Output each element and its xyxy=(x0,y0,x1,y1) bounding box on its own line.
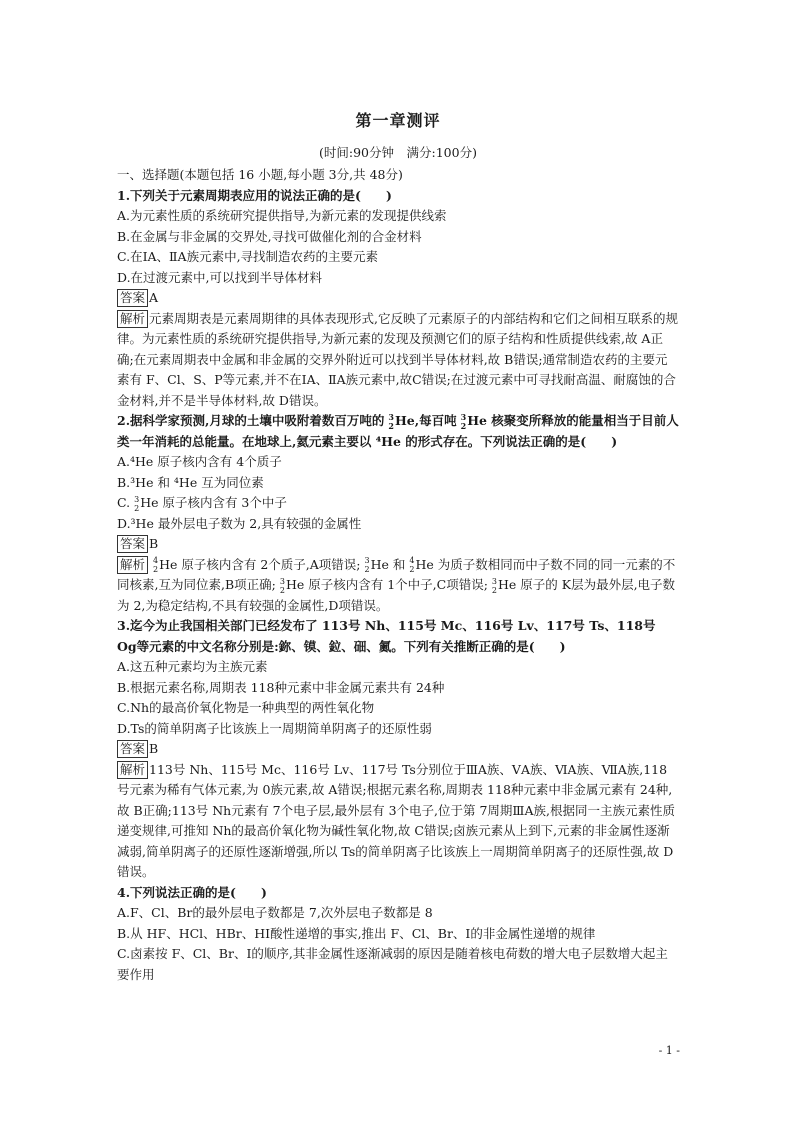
analysis-line: 解析 4 2 He 原子核内含有 2个质子,A项错误; 3 2 He 和 4 2 He 为质子数相同而中子数不同的同一元素的不同核素,互为同位素,B项正确; 3 2 He 原子核内含有 1个中子,C项错误; 3 2 He 原子的 K层为最外层,电子数为 2,为稳定结构,不具有较强的金属性,D项错误。 xyxy=(117,556,676,613)
answer-value: B xyxy=(149,536,159,551)
answer-value: A xyxy=(149,290,159,305)
option-b: B.根据元素名称,周期表 118种元素中非金属元素共有 24种 xyxy=(117,679,445,695)
question-stem: 3.迄今为止我国相关部门已经发布了 113号 Nh、115号 Mc、116号 Lv、117号 Ts、118号 Og等元素的中文名称分别是:鉨、镆、鉝、鿬、鿫。下列有关推断正确的是( ) xyxy=(117,618,656,654)
question-stem: 2.据科学家预测,月球的土壤中吸附着数百万吨的 3 2 He,每百吨 3 2 He 核聚变所释放的能量相当于目前人类一年消耗的总能量。在地球上,氦元素主要以 ⁴He 的形式存在。下列说法正确的是( ) xyxy=(117,411,679,449)
isotope-notation: 3 2 xyxy=(279,576,285,595)
page-title: 第一章测评 xyxy=(355,111,441,130)
option-d: D.³He 最外层电子数为 2,具有较强的金属性 xyxy=(117,515,362,531)
option-c: C. 3 2 He 原子核内含有 3个中子 xyxy=(117,494,287,513)
analysis-tag: 解析 xyxy=(117,310,148,328)
option-a: A.为元素性质的系统研究提供指导,为新元素的发现提供线索 xyxy=(117,208,447,223)
analysis-line xyxy=(117,309,679,412)
isotope-notation: 4 2 xyxy=(153,556,159,574)
section-heading: 一、选择题(本题包括 16 小题,每小题 3分,共 48分) xyxy=(117,167,403,182)
answer-line xyxy=(117,288,679,309)
option-a: A.这五种元素均为主族元素 xyxy=(117,659,268,674)
option-c: C.Nh的最高价氧化物是一种典型的两性氧化物 xyxy=(117,700,375,715)
answer-tag: 答案 xyxy=(117,289,148,307)
question-1 xyxy=(117,186,679,412)
document-page xyxy=(117,108,679,985)
analysis-tag: 解析 xyxy=(117,556,148,574)
isotope-notation: 3 2 xyxy=(460,411,467,431)
question-4 xyxy=(117,883,679,986)
question-3 xyxy=(117,616,679,883)
answer-tag: 答案 xyxy=(117,740,148,758)
option-a: A.F、Cl、Br的最外层电子数都是 7,次外层电子数都是 8 xyxy=(117,905,433,920)
answer-value: B xyxy=(149,741,159,756)
isotope-notation: 3 2 xyxy=(388,411,394,431)
answer-line xyxy=(117,534,679,555)
answer-line xyxy=(117,739,679,760)
option-b: B.在金属与非金属的交界处,寻找可做催化剂的合金材料 xyxy=(117,228,422,244)
isotope-notation: 3 2 xyxy=(134,494,140,513)
question-stem: 4.下列说法正确的是( ) xyxy=(117,884,267,900)
isotope-notation: 4 2 xyxy=(409,556,415,574)
question-2 xyxy=(117,411,679,616)
analysis-text: 元素周期表是元素周期律的具体表现形式,它反映了元素原子的内部结构和它们之间相互联系的规律。为元素性质的系统研究提供指导,为新元素的发现及预测它们的原子结构和性质提供线索,故 A正确;在元素周期表中金属和非金属的交界外附近可以找到半导体材料,故 B错误;通常制造农药的主要元素有 F、Cl、S、P等元素,并不在ⅠA、ⅡA族元素中,故C错误;在过渡元素中可寻找耐高温、耐腐蚀的合金材料,并不是半导体材料,故 D错误。 xyxy=(117,310,678,408)
question-stem: 1.下列关于元素周期表应用的说法正确的是( ) xyxy=(117,187,392,203)
option-b: B.从 HF、HCl、HBr、HI酸性递增的事实,推出 F、Cl、Br、I的非金属性递增的规律 xyxy=(117,925,596,941)
option-b: B.³He 和 ⁴He 互为同位素 xyxy=(117,474,264,490)
isotope-notation: 3 2 xyxy=(364,556,370,574)
option-a: A.⁴He 原子核内含有 4个质子 xyxy=(117,454,282,469)
isotope-notation: 3 2 xyxy=(491,576,497,595)
option-c: C.卤素按 F、Cl、Br、I的顺序,其非金属性逐渐减弱的原因是随着核电荷数的增大电子层数增大起主要作用 xyxy=(117,946,668,982)
option-d: D.在过渡元素中,可以找到半导体材料 xyxy=(117,269,323,285)
analysis-line xyxy=(117,760,679,883)
analysis-text: 113号 Nh、115号 Mc、116号 Lv、117号 Ts分别位于ⅢA族、ⅤA族、ⅥA族、ⅦA族,118号元素为稀有气体元素,为 0族元素,故 A错误;根据元素名称,周期表 118种元素中非金属元素有 24种,故 B正确;113号 Nh元素有 7个电子层,最外层有 3个电子,位于第 7周期ⅢA族,根据同一主族元素性质递变规律,可推知 Nh的最高价氧化物为碱性氧化物,故 C错误;卤族元素从上到下,元素的非金属性逐渐减弱,简单阴离子的还原性逐渐增强,所以 Ts的简单阴离子比该族上一周期简单阴离子的还原性强,故 D错误。 xyxy=(117,761,675,879)
answer-tag: 答案 xyxy=(117,535,148,553)
analysis-tag: 解析 xyxy=(117,761,148,779)
page-number: - 1 - xyxy=(658,1044,680,1057)
option-c: C.在ⅠA、ⅡA族元素中,寻找制造农药的主要元素 xyxy=(117,249,379,264)
exam-info: (时间:90分钟 满分:100分) xyxy=(319,145,477,160)
option-d: D.Ts的简单阴离子比该族上一周期简单阴离子的还原性弱 xyxy=(117,720,432,736)
